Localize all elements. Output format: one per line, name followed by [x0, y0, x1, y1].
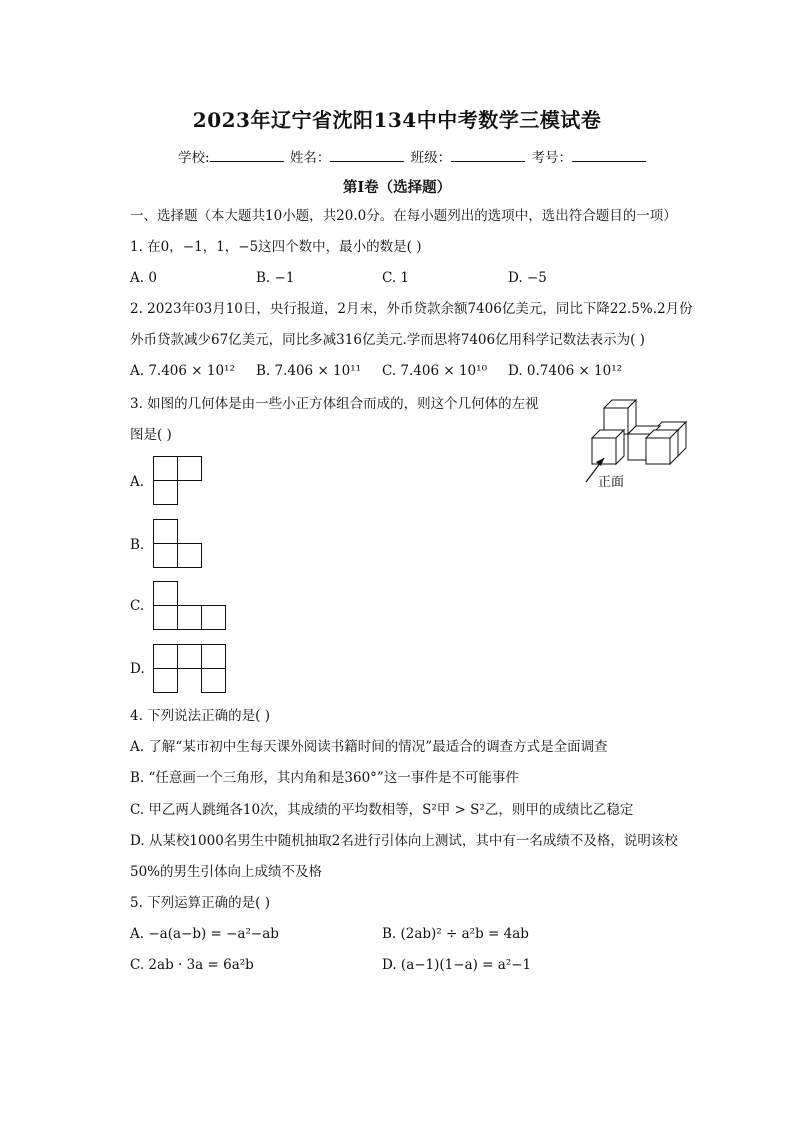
- class-blank[interactable]: [451, 148, 525, 162]
- q5-option-d[interactable]: D. (a−1)(1−a) = a²−1: [382, 957, 532, 973]
- q2-option-c[interactable]: C. 7.406 × 10¹⁰: [382, 363, 487, 379]
- q2-stem-line2: 外币贷款减少67亿美元，同比多减316亿美元.学而思将7406亿用科学记数法表示为( ): [130, 332, 645, 348]
- q3-option-a-figure[interactable]: [153, 456, 203, 506]
- cube-front-left-front: [592, 438, 616, 464]
- q3-stem-line2: 图是( ): [130, 427, 172, 443]
- q5-option-a[interactable]: A. −a(a−b) = −a²−ab: [130, 926, 279, 942]
- q3-option-d-figure[interactable]: [153, 644, 227, 694]
- q1-option-d[interactable]: D. −5: [508, 270, 547, 286]
- q2-option-b[interactable]: B. 7.406 × 10¹¹: [256, 363, 362, 379]
- cube-front-right-front: [646, 438, 670, 464]
- q2-option-d[interactable]: D. 0.7406 × 10¹²: [508, 363, 623, 379]
- q3-option-c-label[interactable]: C.: [130, 598, 145, 614]
- q3-option-a-label[interactable]: A.: [130, 474, 145, 490]
- q4-stem: 4. 下列说法正确的是( ): [130, 708, 270, 724]
- q1-option-b[interactable]: B. −1: [256, 270, 295, 286]
- q3-option-d-label[interactable]: D.: [130, 661, 145, 677]
- exam-number-blank[interactable]: [572, 148, 646, 162]
- q1-option-a[interactable]: A. 0: [130, 270, 157, 286]
- q3-option-b-figure[interactable]: [153, 519, 203, 569]
- q4-option-d-line2[interactable]: 50%的男生引体向上成绩不及格: [130, 864, 323, 880]
- school-label: 学校:: [178, 150, 210, 166]
- q4-option-b[interactable]: B. “任意画一个三角形，其内角和是360°”这一事件是不可能事件: [130, 770, 519, 786]
- q3-figure-label: 正面: [598, 475, 625, 490]
- name-blank[interactable]: [330, 148, 404, 162]
- q5-option-b[interactable]: B. (2ab)² ÷ a²b = 4ab: [382, 926, 529, 942]
- q2-option-a[interactable]: A. 7.406 × 10¹²: [130, 363, 235, 379]
- q1-stem: 1. 在0，−1，1，−5这四个数中，最小的数是( ): [130, 239, 422, 255]
- q4-option-d-line1[interactable]: D. 从某校1000名男生中随机抽取2名进行引体向上测试，其中有一名成绩不及格，说明该校: [130, 833, 678, 849]
- q2-stem-line1: 2. 2023年03月10日，央行报道，2月末，外币贷款余额7406亿美元，同比下降22.5%.2月份: [130, 301, 693, 317]
- school-blank[interactable]: [210, 148, 284, 162]
- q5-stem: 5. 下列运算正确的是( ): [130, 895, 270, 911]
- section-header: 一、选择题（本大题共10小题，共20.0分。在每小题列出的选项中，选出符合题目的一项）: [130, 208, 677, 224]
- q3-option-c-figure[interactable]: [153, 581, 227, 631]
- q3-option-b-label[interactable]: B.: [130, 537, 145, 553]
- q3-stem-line1: 3. 如图的几何体是由一些小正方体组合而成的，则这个几何体的左视: [130, 396, 539, 412]
- volume-title: 第Ⅰ卷（选择题）: [342, 179, 452, 196]
- student-info-row: [178, 146, 648, 166]
- q5-option-c[interactable]: C. 2ab · 3a = 6a²b: [130, 957, 254, 973]
- name-label: 姓名：: [289, 150, 331, 166]
- exam-number-label: 考号：: [531, 150, 572, 166]
- q4-option-c[interactable]: C. 甲乙两人跳绳各10次，其成绩的平均数相等，S²甲 > S²乙，则甲的成绩比乙稳定: [130, 802, 634, 818]
- class-label: 班级：: [410, 150, 452, 166]
- q1-option-c[interactable]: C. 1: [382, 270, 410, 286]
- q4-option-a[interactable]: A. 了解“某市初中生每天课外阅读书籍时间的情况”最适合的调查方式是全面调查: [130, 739, 608, 755]
- exam-title: 2023年辽宁省沈阳134中中考数学三模试卷: [192, 108, 602, 132]
